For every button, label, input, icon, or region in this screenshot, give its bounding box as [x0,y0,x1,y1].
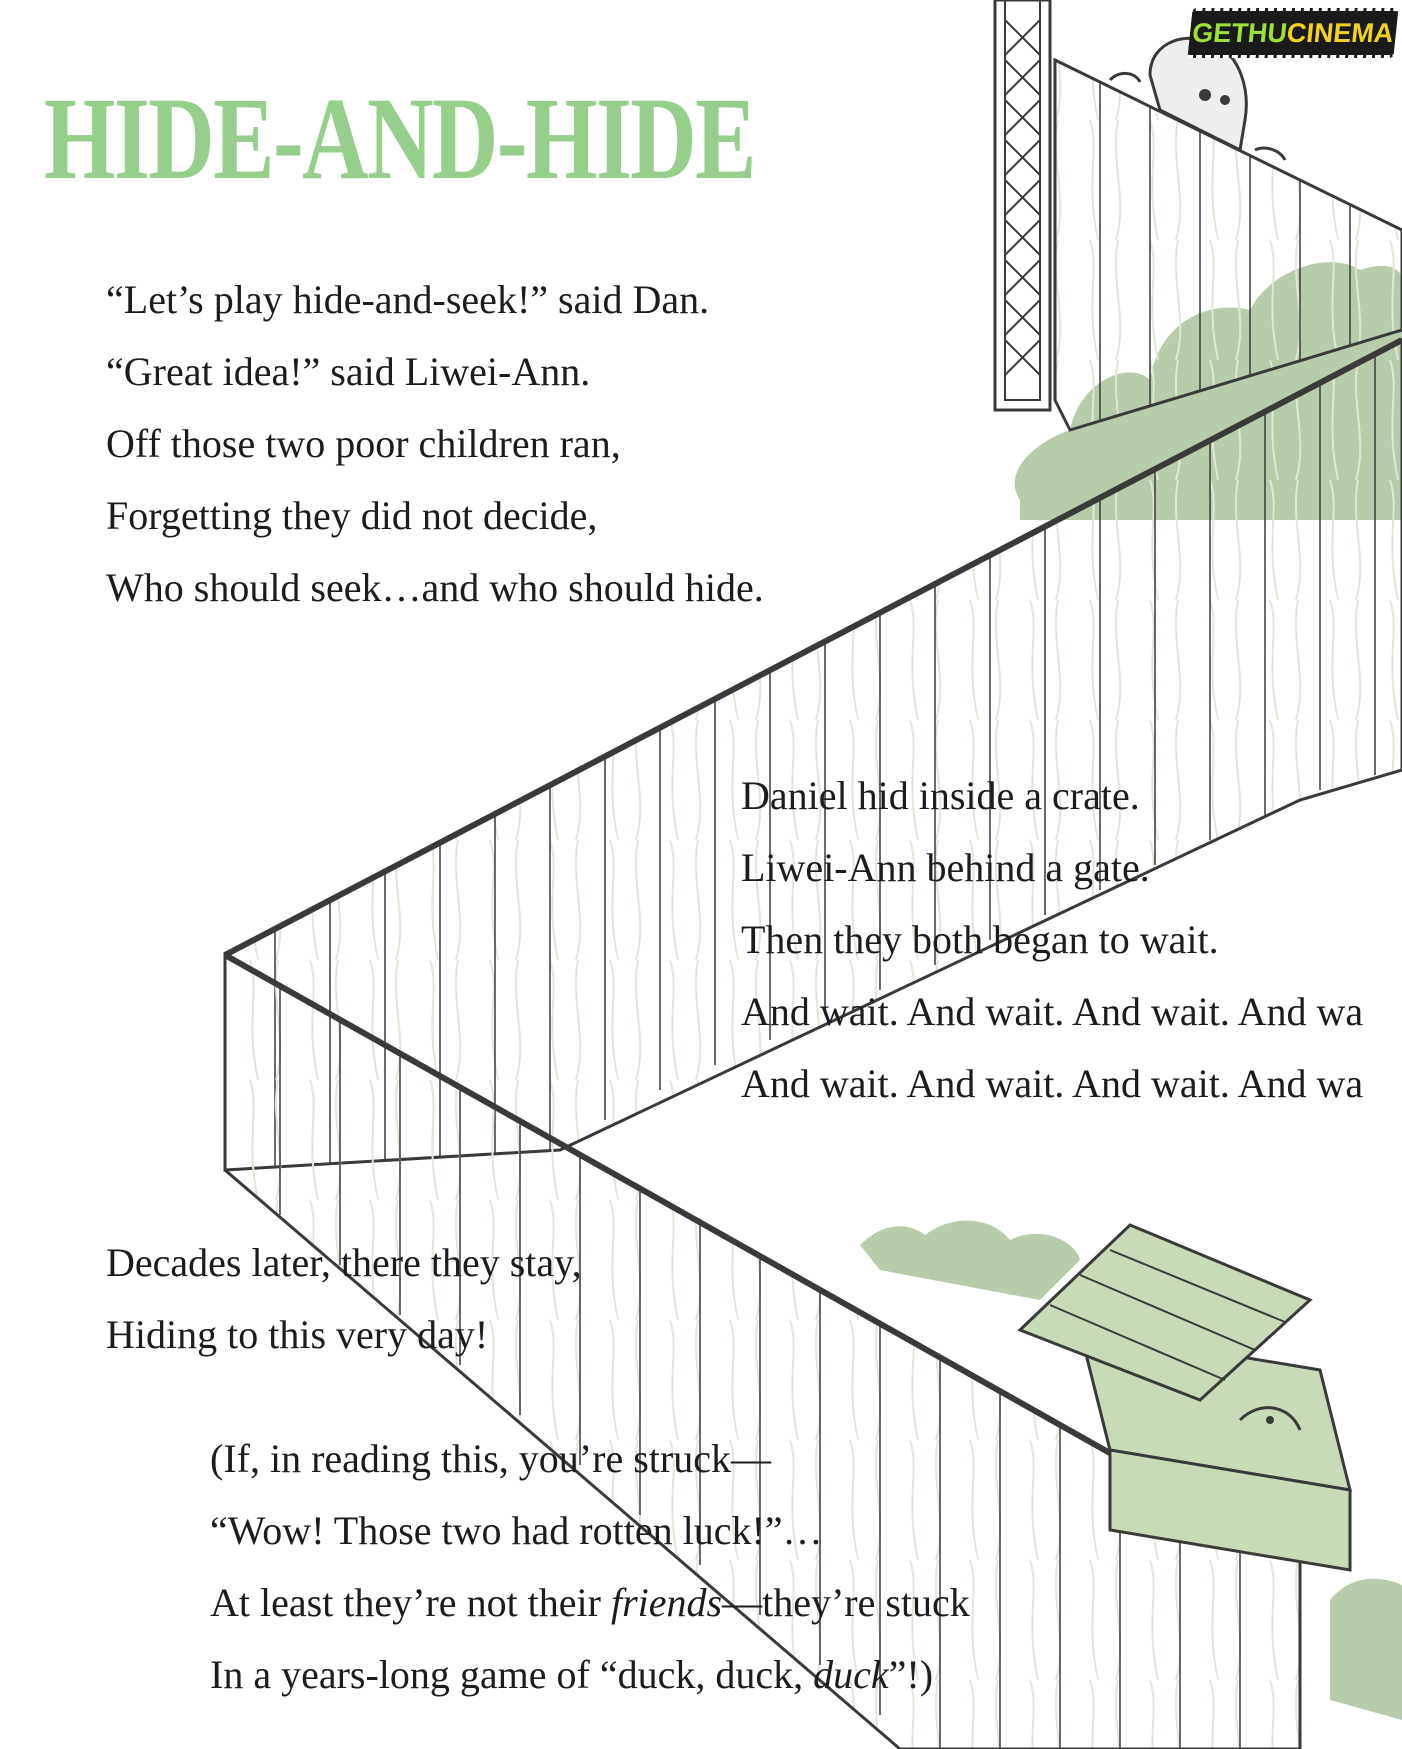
poem-line: Hiding to this very day! [106,1312,489,1357]
poem-line-part: ”!) [888,1652,934,1697]
stanza-2 [741,760,1402,1120]
poem-line: (If, in reading this, you’re struck— [210,1436,771,1481]
poem-line: Liwei-Ann behind a gate. [741,845,1150,890]
watermark-logo [1187,8,1398,58]
poem-line-part: At least they’re not their [210,1580,611,1625]
poem-line: Off those two poor children ran, [106,421,621,466]
poem-line: “Wow! Those two had rotten luck!”… [210,1508,823,1553]
stanza-3 [106,1227,582,1371]
poem-line: “Let’s play hide-and-seek!” said Dan. [106,277,710,322]
stanza-1 [106,264,764,624]
poem-line: Then they both began to wait. [741,917,1219,962]
poem-line-italic: friends [610,1580,723,1625]
poem-line-part: In a years-long game of “duck, duck, [210,1652,814,1697]
poem-line [210,1639,970,1711]
poem-line: And wait. And wait. And wait. And wa [741,989,1364,1034]
poem-line: Decades later, there they stay, [106,1240,582,1285]
poem-line: And wait. And wait. And wait. And wa [741,1061,1364,1106]
poem-line: Forgetting they did not decide, [106,493,598,538]
poem-line-italic: duck [813,1652,889,1697]
page-title: HIDE-AND-HIDE [44,73,755,204]
poem-line-part: —they’re stuck [722,1580,970,1625]
watermark-text-2: CINEMA [1285,17,1396,48]
stanza-4 [210,1423,970,1711]
watermark-text-1: GETHU [1190,17,1289,48]
gate-lattice [995,0,1050,410]
poem-line: Daniel hid inside a crate. [741,773,1140,818]
poem-line: “Great idea!” said Liwei-Ann. [106,349,591,394]
poem-line: Who should seek…and who should hide. [106,565,764,610]
poem-line [210,1567,970,1639]
